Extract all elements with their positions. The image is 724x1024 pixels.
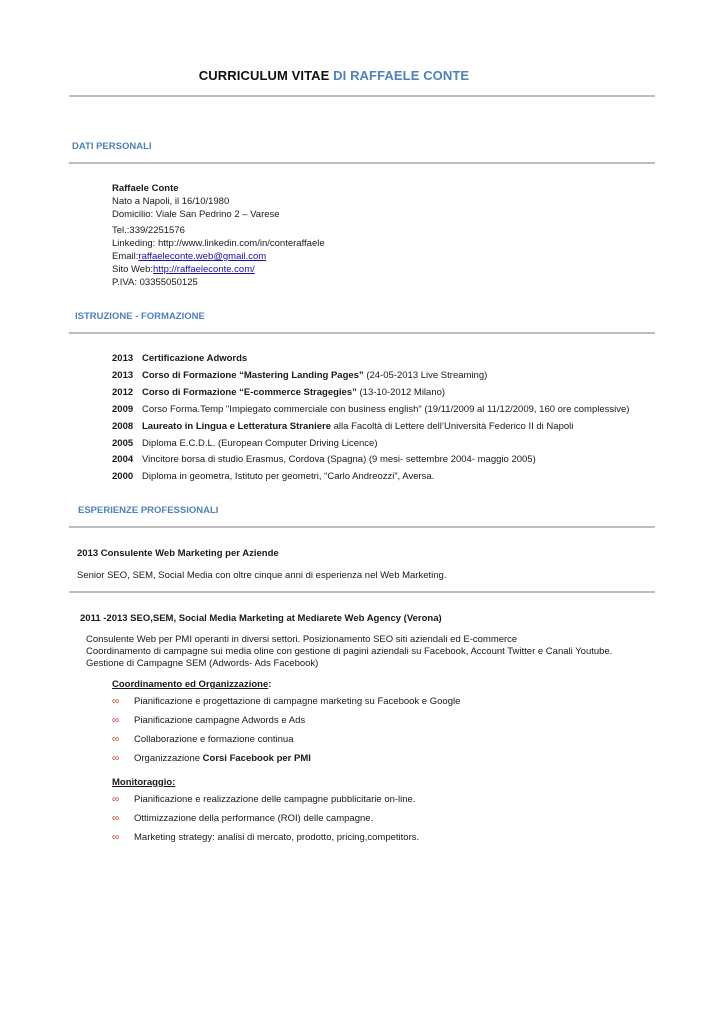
list-item <box>112 794 415 805</box>
education-title: Corso di Formazione “E-commerce Stragegies” <box>142 387 357 398</box>
infinity-bullet-icon: ∞ <box>112 794 120 805</box>
education-item <box>112 438 378 449</box>
job1-divider <box>69 591 655 593</box>
infinity-bullet-icon: ∞ <box>112 734 120 745</box>
education-detail: Vincitore borsa di studio Erasmus, Cordova (Spagna) (9 mesi- settembre 2004- maggio 2005) <box>142 454 536 465</box>
list-item-text: Collaborazione e formazione continua <box>134 734 294 745</box>
education-year: 2005 <box>112 438 134 449</box>
website-row <box>112 263 255 276</box>
education-title: Laureato in Lingua e Letteratura Straniere <box>142 421 331 432</box>
job2-line: Coordinamento di campagne sui media oline con gestione di pagini aziendali su Facebook, Account Twitter e Canali Youtube. <box>86 646 613 657</box>
education-detail: Diploma in geometra, Istituto per geometri, “Carlo Andreozzi”, Aversa. <box>142 471 435 482</box>
education-title: Certificazione Adwords <box>142 353 248 364</box>
list-item-text: Pianificazione campagne Adwords e Ads <box>134 715 306 726</box>
list-item-text: Organizzazione <box>134 753 203 764</box>
job2-title: 2011 -2013 SEO,SEM, Social Media Marketing at Mediarete Web Agency (Verona) <box>80 613 442 624</box>
education-item <box>112 421 573 432</box>
title-main: CURRICULUM VITAE <box>198 68 330 83</box>
infinity-bullet-icon: ∞ <box>112 832 120 843</box>
list-item <box>112 696 460 707</box>
title-accent: DI RAFFAELE CONTE <box>333 68 470 83</box>
email-row <box>112 250 266 263</box>
list-item-text: Marketing strategy: analisi di mercato, prodotto, pricing,competitors. <box>134 832 420 843</box>
email-link[interactable]: raffaeleconte.web@gmail.com <box>138 251 267 262</box>
infinity-bullet-icon: ∞ <box>112 753 120 764</box>
education-item <box>112 454 536 465</box>
infinity-bullet-icon: ∞ <box>112 813 120 824</box>
list-item <box>112 715 305 726</box>
education-year: 2013 <box>112 370 134 381</box>
infinity-bullet-icon: ∞ <box>112 715 120 726</box>
coordination-heading <box>112 679 271 690</box>
education-year: 2000 <box>112 471 134 482</box>
education-item <box>112 370 487 381</box>
section-title-experience: ESPERIENZE PROFESSIONALI <box>78 505 219 516</box>
phone-info: Tel.:339/2251576 <box>112 225 185 236</box>
list-item <box>112 813 373 824</box>
address-info: Domicilio: Viale San Pedrino 2 – Varese <box>112 209 280 220</box>
list-item <box>112 734 294 745</box>
vat-info: P.IVA: 03355050125 <box>112 277 198 288</box>
education-item <box>112 353 247 364</box>
email-label: Email: <box>112 251 139 262</box>
education-item <box>112 404 629 415</box>
list-item <box>112 753 311 764</box>
education-detail: (24-05-2013 Live Streaming) <box>363 370 488 381</box>
coordination-colon: : <box>268 679 272 690</box>
section-title-personal: DATI PERSONALI <box>72 141 152 152</box>
list-item-text: Pianificazione e realizzazione delle campagne pubblicitarie on-line. <box>134 794 416 805</box>
list-item <box>112 832 419 843</box>
education-item <box>112 387 445 398</box>
education-detail: Corso Forma.Temp "Impiegato commerciale con business english" (19/11/2009 al 11/12/2009, 160 ore complessive) <box>142 404 630 415</box>
coordination-title: Coordinamento ed Organizzazione <box>112 679 269 690</box>
list-item-bold-text: Corsi Facebook per PMI <box>202 753 311 764</box>
education-year: 2009 <box>112 404 134 415</box>
linkedin-info: Linkeding: http://www.linkedin.com/in/conteraffaele <box>112 238 325 249</box>
section-title-education: ISTRUZIONE - FORMAZIONE <box>75 311 205 322</box>
education-divider <box>69 332 655 334</box>
education-detail: alla Facoltà di Lettere dell’Università Federico II di Napoli <box>331 421 574 432</box>
website-link[interactable]: http://raffaeleconte.com/ <box>153 264 255 275</box>
website-label: Sito Web: <box>112 264 154 275</box>
list-item-text: Ottimizzazione della performance (ROI) delle campagne. <box>134 813 374 824</box>
job1-title: 2013 Consulente Web Marketing per Aziende <box>77 548 279 559</box>
education-title: Corso di Formazione “Mastering Landing Pages” <box>142 370 364 381</box>
job2-line: Consulente Web per PMI operanti in diversi settori. Posizionamento SEO siti aziendali ed E-commerce <box>86 634 518 645</box>
personal-divider <box>69 162 655 164</box>
education-detail: Diploma E.C.D.L. (European Computer Driving Licence) <box>142 438 378 449</box>
education-year: 2013 <box>112 353 134 364</box>
birth-info: Nato a Napoli, il 16/10/1980 <box>112 196 230 207</box>
page-title <box>0 68 668 83</box>
education-year: 2012 <box>112 387 134 398</box>
infinity-bullet-icon: ∞ <box>112 696 120 707</box>
job2-line: Gestione di Campagne SEM (Adwords- Ads Facebook) <box>86 658 319 669</box>
education-year: 2004 <box>112 454 134 465</box>
monitoring-title: Monitoraggio: <box>112 777 176 788</box>
job1-description: Senior SEO, SEM, Social Media con oltre cinque anni di esperienza nel Web Marketing. <box>77 570 447 581</box>
list-item-text: Pianificazione e progettazione di campagne marketing su Facebook e Google <box>134 696 461 707</box>
education-year: 2008 <box>112 421 134 432</box>
education-detail: (13-10-2012 Milano) <box>356 387 446 398</box>
person-name: Raffaele Conte <box>112 183 179 194</box>
experience-divider <box>69 526 655 528</box>
education-item <box>112 471 434 482</box>
title-divider <box>69 95 655 97</box>
